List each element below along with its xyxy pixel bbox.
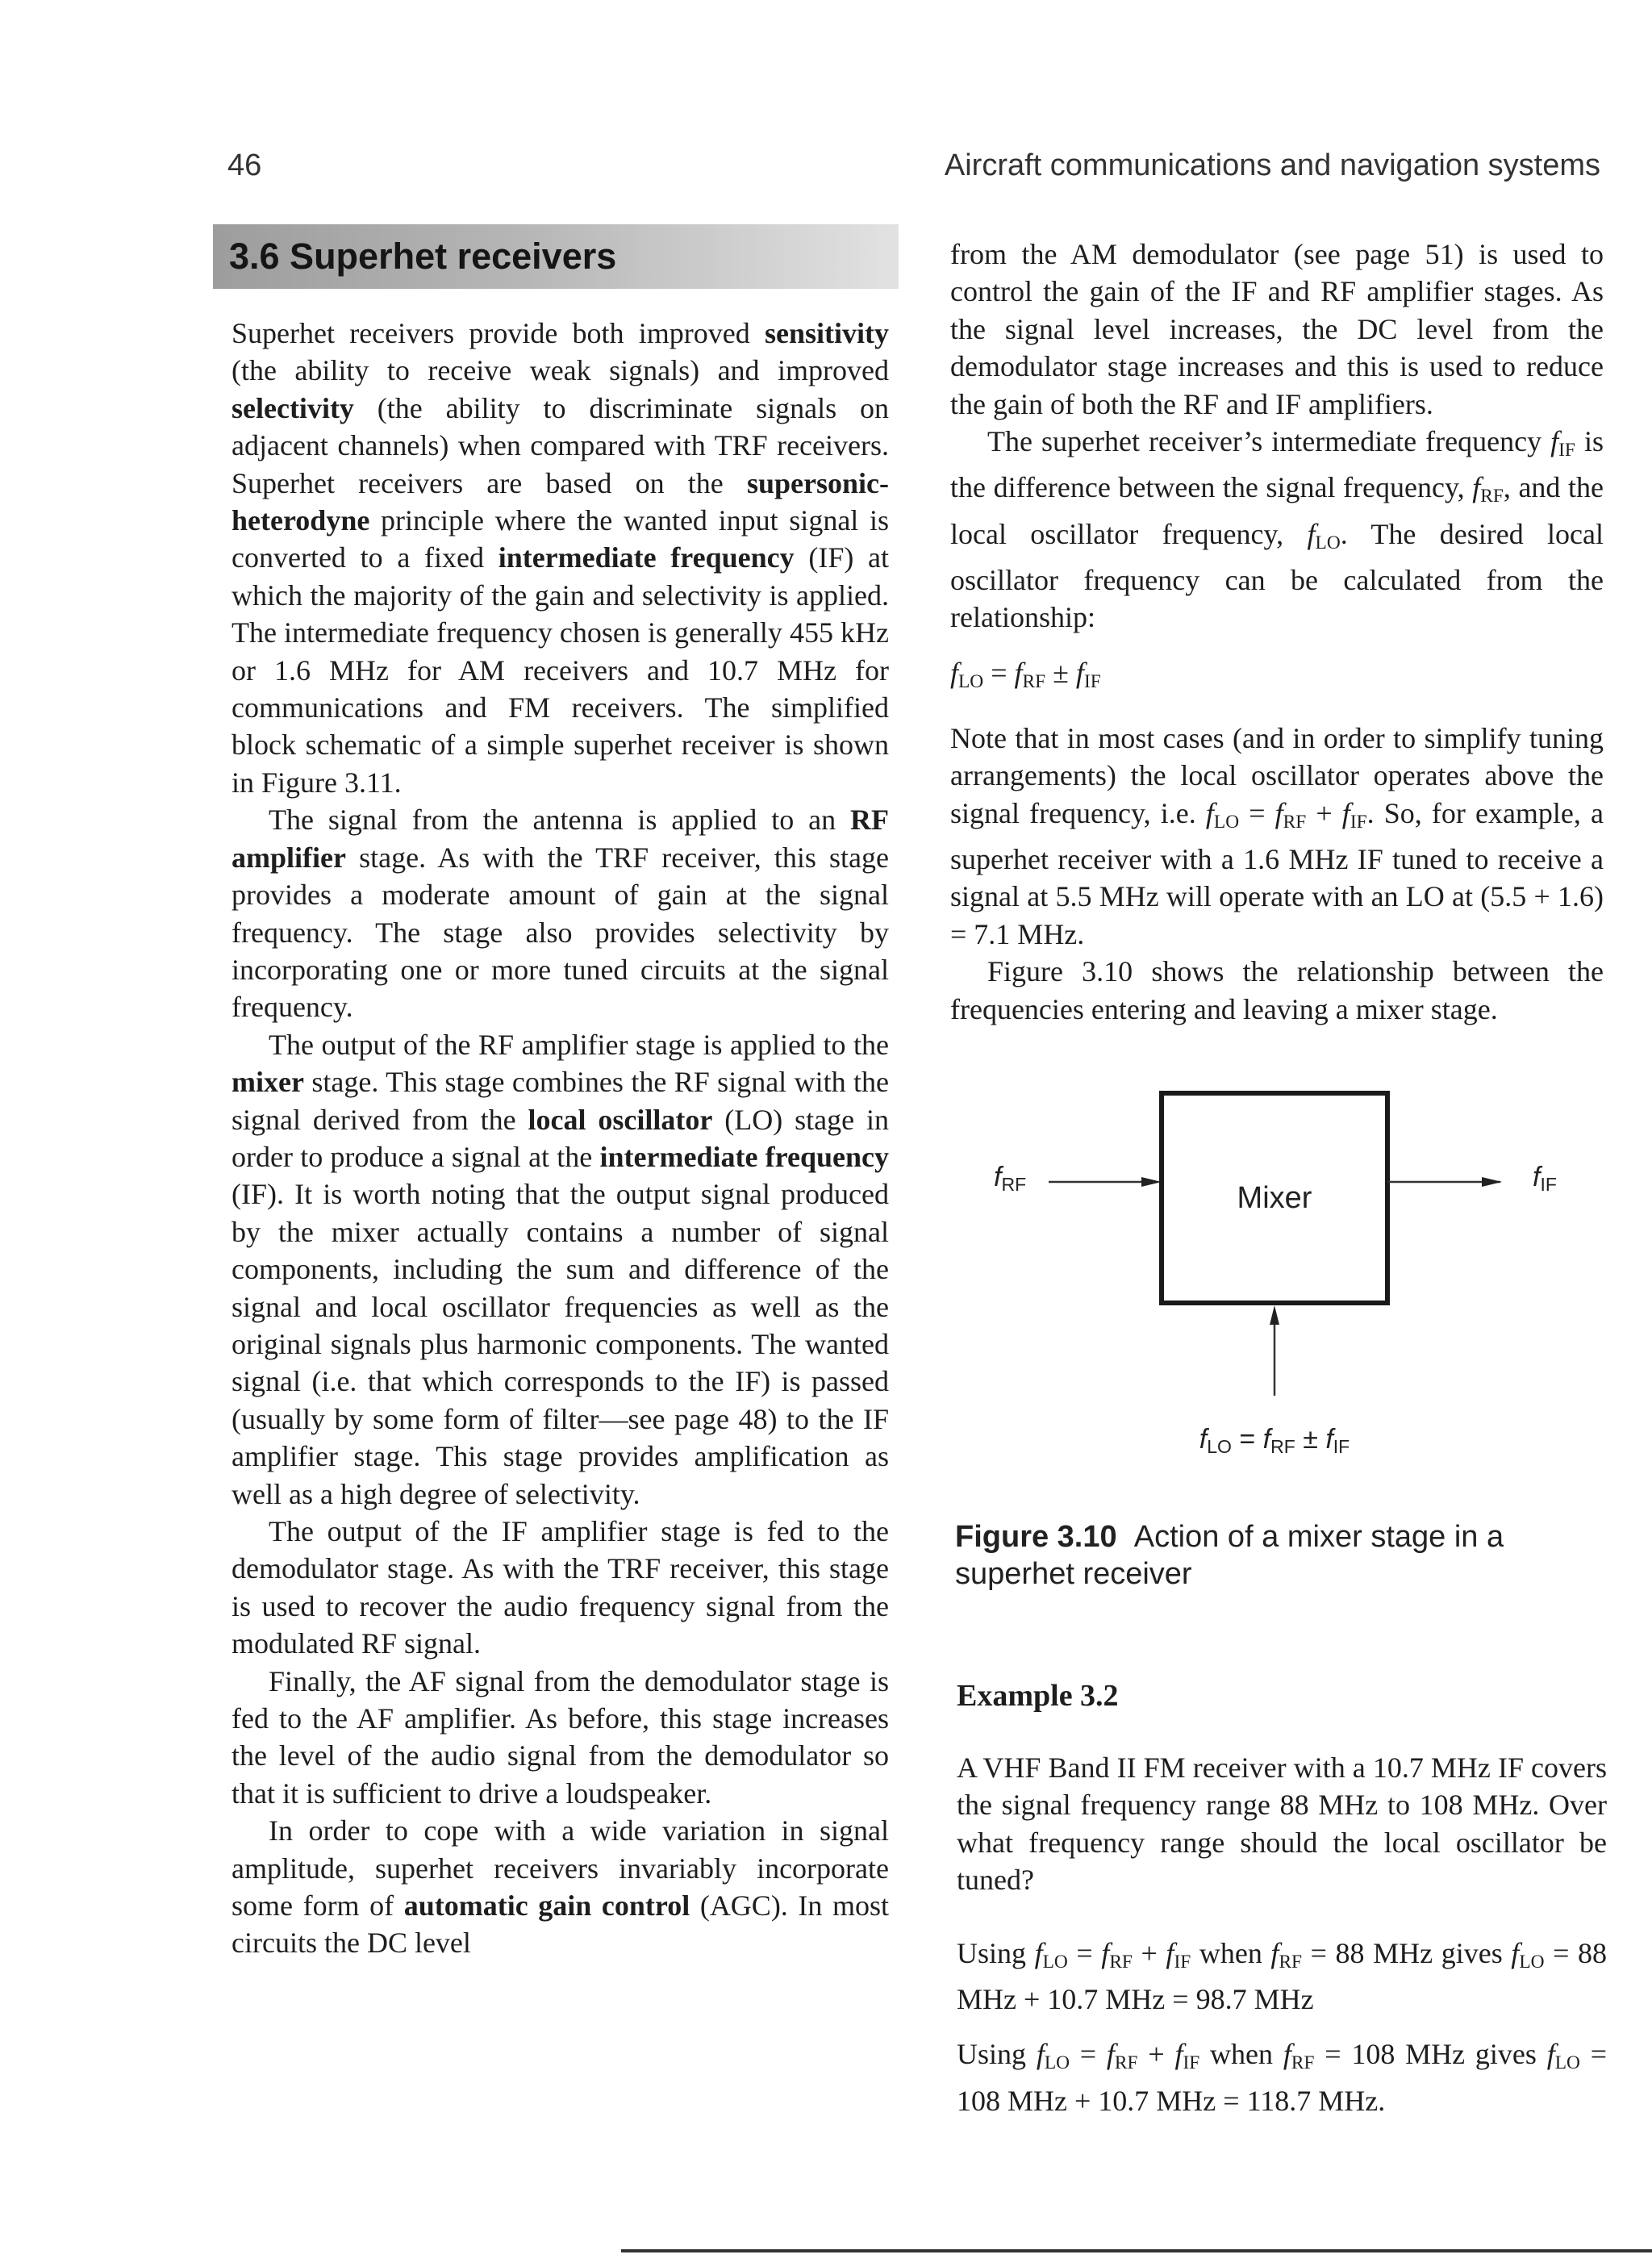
output-label: fIF — [1533, 1162, 1557, 1195]
paragraph: Superhet receivers provide both improved sensitivity (the ability to receive weak signals) and improved selectivity (the ability to discriminate signals on adjacent channels) when compared with TRF receivers. Superhet receivers are based on the supersonic-heterodyne principle where the wanted input signal is converted to a fixed intermediate frequency (IF) at which the majority of the gain and selectivity is applied. The intermediate frequency chosen is generally 455 kHz or 1.6 MHz for AM receivers and 10.7 MHz for communications and FM receivers. The simplified block schematic of a simple superhet receiver is shown in Figure 3.11. — [232, 317, 890, 799]
right-column — [950, 236, 1604, 1028]
lo-arrow-head — [1270, 1305, 1279, 1325]
example-step: Using $f_{LO} = f_{RF} + f_{IF}$ when $f_{RF} = 108$ MHz gives $f_{LO} = 108$ MHz + 10.7 MHz = 118.7 MHz. — [957, 2038, 1607, 2117]
bottom-rule — [621, 2249, 1652, 2252]
input-arrow-head — [1141, 1177, 1162, 1187]
figure-caption: Figure 3.10 Action of a mixer stage in a superhet receiver — [955, 1520, 1504, 1591]
paragraph: Note that in most cases (and in order to simplify tuning arrangements) the local oscillator operates above the signal frequency, i.e. $f_{LO} = f_{RF} + f_{IF}$. So, for example, a superhet receiver with a 1.6 MHz IF tuned to receive a signal at 5.5 MHz will operate with an LO at (5.5 + 1.6) = 7.1 MHz. — [950, 721, 1604, 950]
running-head: Aircraft communications and navigation systems — [944, 148, 1600, 182]
output-arrow-head — [1482, 1177, 1502, 1187]
section-heading: 3.6 Superhet receivers — [213, 224, 899, 289]
paragraph: Finally, the AF signal from the demodulator stage is fed to the AF amplifier. As before, this stage increases the level of the audio signal from the demodulator so that it is sufficient to drive a loudspeaker. — [232, 1664, 889, 1810]
page-number: 46 — [227, 148, 262, 182]
example-body — [957, 1749, 1607, 2137]
example-question: A VHF Band II FM receiver with a 10.7 MHz IF covers the signal frequency range 88 MHz to 108 MHz. Over what frequency range should the local oscillator be tuned? — [957, 1751, 1607, 1897]
left-column — [232, 315, 889, 1962]
paragraph: from the AM demodulator (see page 51) is used to control the gain of the IF and RF amplifier stages. As the signal level increases, the DC level from the demodulator stage increases and this is used to reduce the gain of both the RF and IF amplifiers. — [950, 238, 1604, 420]
formula: $f_{LO} = f_{RF} \pm f_{IF}$ — [950, 656, 1101, 692]
mixer-label: Mixer — [1237, 1181, 1312, 1215]
lo-label: fLO = fRF ± fIF — [1199, 1424, 1350, 1457]
mixer-diagram — [968, 1073, 1613, 1476]
paragraph: Figure 3.10 shows the relationship between the frequencies entering and leaving a mixer stage. — [950, 955, 1604, 1025]
input-label: fRF — [994, 1162, 1027, 1195]
paragraph: In order to cope with a wide variation in signal amplitude, superhet receivers invariably incorporate some form of automatic gain control (AGC). In most circuits the DC level — [232, 1814, 889, 1960]
paragraph: The superhet receiver’s intermediate frequency $f_{IF}$ is the difference between the signal frequency, $f_{RF}$, and the local oscillator frequency, $f_{LO}$. The desired local oscillator frequency can be calculated from the relationship: — [950, 425, 1604, 634]
paragraph: The output of the IF amplifier stage is fed to the demodulator stage. As with the TRF receiver, this stage is used to recover the audio frequency signal from the modulated RF signal. — [232, 1515, 889, 1660]
paragraph: The output of the RF amplifier stage is applied to the mixer stage. This stage combines the RF signal with the signal derived from the local oscillator (LO) stage in order to produce a signal at the intermediate frequency (IF). It is worth noting that the output signal produced by the mixer actually contains a number of signal components, including the sum and difference of the signal and local oscillator frequencies as well as the original signals plus harmonic components. The wanted signal (i.e. that which corresponds to the IF) is passed (usually by some form of filter—see page 48) to the IF amplifier stage. This stage provides amplification as well as a high degree of selectivity. — [232, 1028, 889, 1510]
figure-number: Figure 3.10 — [955, 1520, 1117, 1554]
paragraph: The signal from the antenna is applied to an RF amplifier stage. As with the TRF receiver, this stage provides a moderate amount of gain at the signal frequency. The stage also provides selectivity by incorporating one or more tuned circuits at the signal frequency. — [232, 804, 889, 1024]
example-heading: Example 3.2 — [957, 1679, 1119, 1713]
example-step: Using $f_{LO} = f_{RF} + f_{IF}$ when $f_{RF} = 88$ MHz gives $f_{LO} = 88$ MHz + 10.7 MHz = 98.7 MHz — [957, 1936, 1607, 2015]
